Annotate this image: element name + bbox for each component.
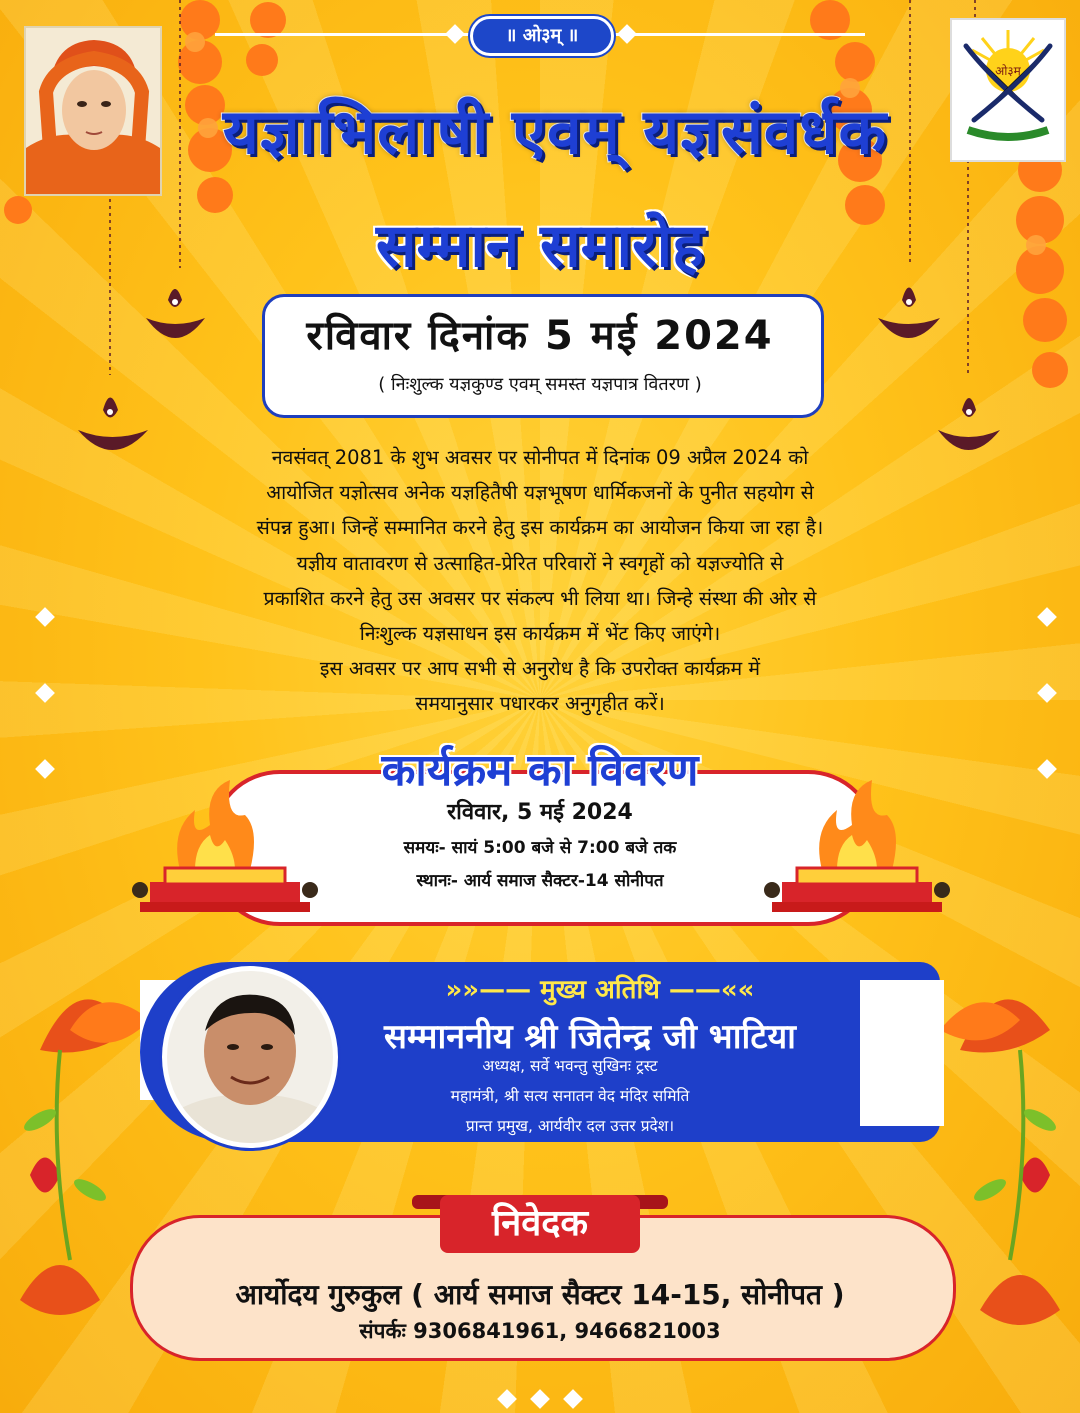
paragraph-line: नवसंवत् 2081 के शुभ अवसर पर सोनीपत में दिनांक 09 अप्रैल 2024 को <box>271 446 809 469</box>
sub-title: सम्मान समारोह <box>375 211 705 281</box>
contact-numbers: संपर्कः 9306841961, 9466821003 <box>359 1319 721 1343</box>
chief-guest-name: सम्माननीय श्री जितेन्द्र जी भाटिया <box>384 1017 796 1057</box>
description-paragraph <box>130 440 950 722</box>
om-tag: ॥ ओ३म् ॥ <box>470 16 614 56</box>
paragraph-line: प्रकाशित करने हेतु उस अवसर पर संकल्प भी लिया था। जिन्हे संस्था की ओर से <box>263 586 817 610</box>
guest-band-accent <box>860 980 944 1126</box>
nivedak-label: निवेदक <box>440 1195 640 1253</box>
chief-guest-label: »»—— मुख्य अतिथि ——«« <box>445 975 755 1005</box>
program-title: कार्यक्रम का विवरण <box>381 745 699 796</box>
emblem-om-text: ओ३म् <box>995 64 1021 78</box>
guest-title-line: प्रान्त प्रमुख, आर्यवीर दल उत्तर प्रदेश। <box>465 1117 675 1135</box>
paragraph-line: इस अवसर पर आप सभी से अनुरोध है कि उपरोक्त कार्यक्रम में <box>319 657 761 681</box>
main-title: यज्ञाभिलाषी एवम् यज्ञसंवर्धक <box>222 95 888 168</box>
paragraph-line: समयानुसार पधारकर अनुगृहीत करें। <box>415 692 665 716</box>
paragraph-line: संपन्न हुआ। जिन्हें सम्मानित करने हेतु इस कार्यक्रम का आयोजन किया जा रहा है। <box>256 516 824 540</box>
havan-kund-right-icon <box>752 770 972 920</box>
event-date: रविवार दिनांक 5 मई 2024 <box>306 313 774 359</box>
program-place: स्थानः- आर्य समाज सैक्टर-14 सोनीपत <box>416 871 664 891</box>
portrait-image <box>24 26 162 196</box>
guest-photo <box>162 966 338 1148</box>
program-date: रविवार, 5 मई 2024 <box>447 800 633 825</box>
event-note: ( निःशुल्क यज्ञकुण्ड एवम् समस्त यज्ञपात्र वितरण ) <box>378 374 702 395</box>
emblem-logo <box>950 18 1066 162</box>
paragraph-line: आयोजित यज्ञोत्सव अनेक यज्ञहितैषी यज्ञभूषण धार्मिकजनों के पुनीत सहयोग से <box>266 481 814 505</box>
organizer-name: आर्योदय गुरुकुल ( आर्य समाज सैक्टर 14-15, सोनीपत ) <box>235 1278 845 1311</box>
havan-kund-left-icon <box>110 770 330 920</box>
program-time: समयः- सायं 5:00 बजे से 7:00 बजे तक <box>403 838 677 858</box>
guest-title-line: अध्यक्ष, सर्वे भवन्तु सुखिनः ट्रस्ट <box>482 1057 658 1075</box>
paragraph-line: निःशुल्क यज्ञसाधन इस कार्यक्रम में भेंट किए जाएंगे। <box>359 622 721 646</box>
guest-title-line: महामंत्री, श्री सत्य सनातन वेद मंदिर समिति <box>450 1087 690 1105</box>
paragraph-line: यज्ञीय वातावरण से उत्साहित-प्रेरित परिवारों ने स्वगृहों को यज्ञज्योति से <box>296 551 784 575</box>
